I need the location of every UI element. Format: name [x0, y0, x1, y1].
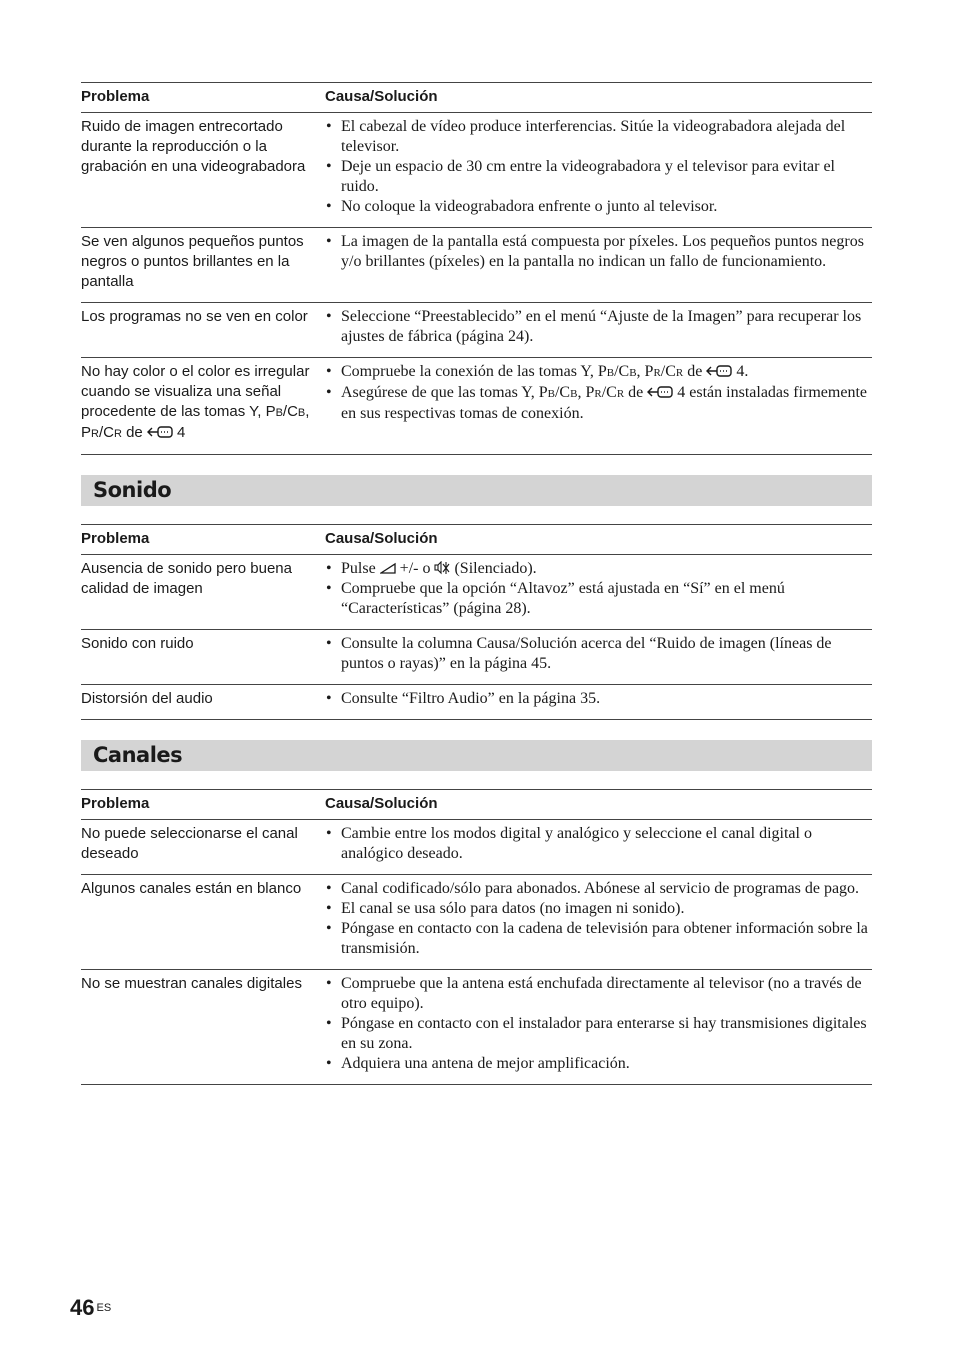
slash-c: /C: [554, 384, 571, 401]
solution-cell: [325, 303, 872, 358]
solution-list: [325, 307, 872, 347]
solution-text: Pulse: [341, 560, 380, 577]
solution-text: Asegúrese de que las tomas Y, P: [341, 384, 548, 401]
page-number: [70, 1295, 111, 1321]
cause-header: Causa/Solución: [325, 525, 872, 555]
table-header-row: [81, 525, 872, 555]
list-item: • No coloque la videograbadora enfrente o junto al televisor.: [325, 197, 872, 217]
solution-cell: [325, 970, 872, 1085]
list-item: • Póngase en contacto con la cadena de televisión para obtener información sobre la transmisión.: [325, 919, 872, 959]
solution-list: [325, 362, 872, 424]
solution-list: [325, 974, 872, 1074]
mute-icon: [434, 561, 450, 575]
subscript-r: R: [675, 367, 684, 379]
subscript-r: R: [653, 367, 661, 379]
solution-list: [325, 634, 872, 674]
slash-c: /C: [98, 424, 114, 441]
list-item: • Seleccione “Preestablecido” en el menú “Ajuste de la Imagen” para recuperar los ajustes de fábrica (página 24).: [325, 307, 872, 347]
subscript-b: B: [547, 388, 555, 400]
problem-cell: [81, 358, 325, 455]
sound-troubleshooting-table: [81, 524, 872, 720]
table-row: [81, 303, 872, 358]
image-table-body: [81, 113, 872, 358]
problem-cell: Algunos canales están en blanco: [81, 875, 325, 970]
solution-cell: [325, 820, 872, 875]
list-item: • Canal codificado/sólo para abonados. Abónese al servicio de programas de pago.: [325, 879, 872, 899]
list-item: • Compruebe que la antena está enchufada directamente al televisor (no a través de otro equipo).: [325, 974, 872, 1014]
solution-list: [325, 689, 872, 709]
solution-end: 4.: [736, 363, 749, 380]
table-header-row: [81, 790, 872, 820]
subscript-r: R: [616, 388, 625, 400]
solution-text: (Silenciado).: [450, 560, 537, 577]
page-language: ES: [96, 1302, 112, 1314]
list-item: • La imagen de la pantalla está compuesta por píxeles. Los pequeños puntos negros y/o brillantes (píxeles) en la pantalla no indican un fallo de funcionamiento.: [325, 232, 872, 272]
problem-cell: Ruido de imagen entrecortado durante la reproducción o la grabación en una videograbadora: [81, 113, 325, 228]
channel-table-body: [81, 820, 872, 1085]
slash-c: /C: [601, 384, 617, 401]
slash-c: /C: [660, 363, 676, 380]
subscript-b: B: [297, 407, 306, 419]
solution-list: [325, 559, 872, 619]
subscript-r: R: [91, 428, 99, 440]
page-number-value: 46: [70, 1295, 95, 1320]
solution-text: Compruebe la conexión de las tomas Y, P: [341, 363, 607, 380]
subscript-b: B: [570, 388, 578, 400]
video-input-icon: [647, 385, 677, 399]
table-row: [81, 685, 872, 720]
sound-table-body: [81, 630, 872, 720]
subscript-b: B: [606, 367, 615, 379]
troubleshooting-page: [81, 82, 872, 1085]
problem-header: Problema: [81, 83, 325, 113]
table-row: [81, 555, 872, 630]
subscript-b: B: [275, 407, 283, 419]
problem-cell: Se ven algunos pequeños puntos negros o puntos brillantes en la pantalla: [81, 228, 325, 303]
solution-list: [325, 232, 872, 272]
solution-cell: [325, 630, 872, 685]
problem-cell: No puede seleccionarse el canal deseado: [81, 820, 325, 875]
solution-text: +/- o: [395, 560, 435, 577]
volume-icon: [380, 561, 396, 575]
problem-cell: Distorsión del audio: [81, 685, 325, 720]
list-item: [325, 383, 872, 424]
list-item: [325, 559, 872, 579]
channel-troubleshooting-table: [81, 789, 872, 1085]
problem-text: No hay color o el color es irregular cuando se visualiza una señal procedente de las tomas Y, P: [81, 363, 310, 420]
table-row: [81, 228, 872, 303]
table-row: [81, 630, 872, 685]
solution-list: [325, 824, 872, 864]
problem-cell: No se muestran canales digitales: [81, 970, 325, 1085]
subscript-b: B: [629, 367, 637, 379]
video-input-icon: [147, 425, 177, 439]
solution-cell: [325, 875, 872, 970]
table-row: [81, 875, 872, 970]
list-item: • Deje un espacio de 30 cm entre la videograbadora y el televisor para evitar el ruido.: [325, 157, 872, 197]
comma-p: , P: [636, 363, 654, 380]
de-text: de: [121, 424, 147, 441]
solution-list: [325, 117, 872, 217]
table-header-row: [81, 83, 872, 113]
problem-cell: Los programas no se ven en color: [81, 303, 325, 358]
solution-cell: [325, 685, 872, 720]
solution-cell: [325, 555, 872, 630]
table-row: [81, 820, 872, 875]
video-input-icon: [706, 364, 736, 378]
table-row: [81, 970, 872, 1085]
list-item: • Adquiera una antena de mejor amplificación.: [325, 1054, 872, 1074]
problem-header: Problema: [81, 790, 325, 820]
list-item: • Consulte “Filtro Audio” en la página 35.: [325, 689, 872, 709]
solution-cell: [325, 113, 872, 228]
comma-p: , P: [577, 384, 595, 401]
problem-cell: Ausencia de sonido pero buena calidad de imagen: [81, 555, 325, 630]
slash-c: /C: [614, 363, 630, 380]
list-item: • Póngase en contacto con el instalador para enterarse si hay transmisiones digitales en su zona.: [325, 1014, 872, 1054]
section-heading-sonido: Sonido: [81, 475, 872, 506]
list-item: [325, 362, 872, 383]
section-heading-canales: Canales: [81, 740, 872, 771]
problem-cell: Sonido con ruido: [81, 630, 325, 685]
cause-header: Causa/Solución: [325, 83, 872, 113]
subscript-r: R: [113, 428, 122, 440]
problem-header: Problema: [81, 525, 325, 555]
solution-text: Compruebe que la opción “Altavoz” está ajustada en “Sí” en el menú “Características” (página 28).: [341, 580, 785, 617]
subscript-r: R: [594, 388, 602, 400]
cause-header: Causa/Solución: [325, 790, 872, 820]
list-item: • El cabezal de vídeo produce interferencias. Sitúe la videograbadora alejada del televisor.: [325, 117, 872, 157]
slash-c: /C: [282, 403, 298, 420]
list-item: • Consulte la columna Causa/Solución acerca del “Ruido de imagen (líneas de puntos o rayas)” en la página 45.: [325, 634, 872, 674]
solution-list: [325, 879, 872, 959]
image-troubleshooting-table: [81, 82, 872, 455]
table-row: [81, 358, 872, 455]
de-text: de: [683, 363, 707, 380]
de-text: de: [624, 384, 648, 401]
input-number: 4: [176, 424, 186, 441]
solution-cell: [325, 358, 872, 455]
list-item: • El canal se usa sólo para datos (no imagen ni sonido).: [325, 899, 872, 919]
table-row: [81, 113, 872, 228]
solution-cell: [325, 228, 872, 303]
comma-p: , P: [81, 403, 310, 441]
list-item: • Cambie entre los modos digital y analógico y seleccione el canal digital o analógico deseado.: [325, 824, 872, 864]
list-item: [325, 579, 872, 619]
solution-end: 4 están instaladas firmemente en sus respectivas tomas de conexión.: [341, 384, 867, 422]
